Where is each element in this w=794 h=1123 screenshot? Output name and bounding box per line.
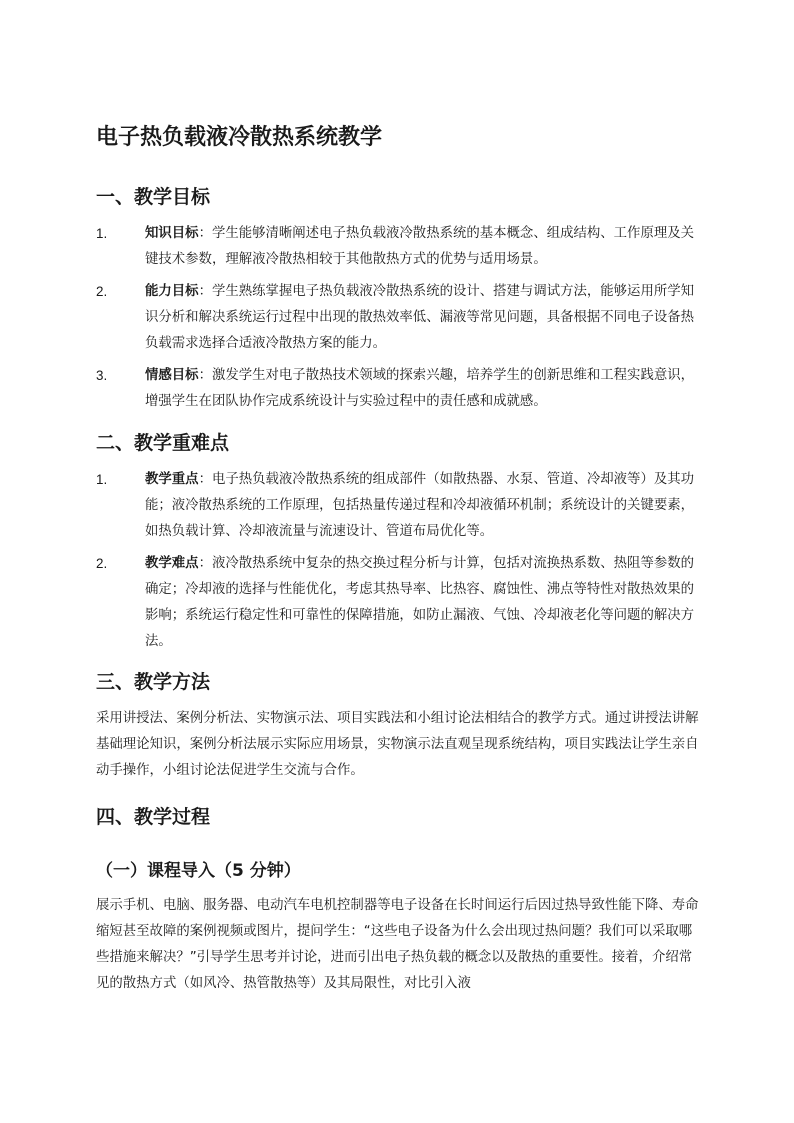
list-item-number: 1. [96, 226, 108, 241]
list-item-text: ：学生能够清晰阐述电子热负载液冷散热系统的基本概念、组成结构、工作原理及关键技术参数，理解液冷散热相较于其他散热方式的优势与适用场景。 [145, 226, 695, 267]
section-heading-process: 四、教学过程 [96, 806, 211, 828]
list-item-number: 2. [96, 284, 108, 299]
list-item-number: 2. [96, 556, 108, 571]
subsection-heading-intro: （一）课程导入（5 分钟） [96, 861, 301, 881]
section-heading-goals: 一、教学目标 [96, 186, 211, 208]
list-item-number: 3. [96, 368, 108, 383]
list-item [96, 279, 700, 357]
list-item-text: ：电子热负载液冷散热系统的组成部件（如散热器、水泵、管道、冷却液等）及其功能；液冷散热系统的工作原理，包括热量传递过程和冷却液循环机制；系统设计的关键要素，如热负载计算、冷却液流量与流速设计、管道布局优化等。 [145, 472, 695, 539]
methods-paragraph: 采用讲授法、案例分析法、实物演示法、项目实践法和小组讨论法相结合的教学方式。通过讲授法讲解基础理论知识，案例分析法展示实际应用场景，实物演示法直观呈现系统结构，项目实践法让学生亲自动手操作，小组讨论法促进学生交流与合作。 [96, 711, 699, 778]
list-item [96, 551, 700, 655]
list-item-number: 1. [96, 472, 108, 487]
list-item [96, 467, 700, 545]
keypoints-list [96, 467, 700, 661]
list-item-label: 知识目标 [145, 226, 199, 241]
list-item-text: ：激发学生对电子散热技术领域的探索兴趣，培养学生的创新思维和工程实践意识，增强学生在团队协作完成系统设计与实验过程中的责任感和成就感。 [145, 368, 695, 409]
list-item-label: 情感目标 [145, 368, 199, 383]
intro-paragraph: 展示手机、电脑、服务器、电动汽车电机控制器等电子设备在长时间运行后因过热导致性能下降、寿命缩短甚至故障的案例视频或图片，提问学生：“这些电子设备为什么会出现过热问题？我们可以采取哪些措施来解决？”引导学生思考并讨论，进而引出电子热负载的概念以及散热的重要性。接着，介绍常见的散热方式（如风冷、热管散热等）及其局限性，对比引入液 [96, 898, 699, 991]
list-item-label: 教学难点 [145, 556, 199, 571]
list-item-text: ：学生熟练掌握电子热负载液冷散热系统的设计、搭建与调试方法，能够运用所学知识分析和解决系统运行过程中出现的散热效率低、漏液等常见问题，具备根据不同电子设备热负载需求选择合适液冷散热方案的能力。 [145, 284, 695, 351]
document-title: 电子热负载液冷散热系统教学 [96, 125, 383, 150]
list-item [96, 221, 700, 273]
list-item-text: ：液冷散热系统中复杂的热交换过程分析与计算，包括对流换热系数、热阻等参数的确定；冷却液的选择与性能优化，考虑其热导率、比热容、腐蚀性、沸点等特性对散热效果的影响；系统运行稳定性和可靠性的保障措施，如防止漏液、气蚀、冷却液老化等问题的解决方法。 [145, 556, 695, 649]
section-heading-keypoints: 二、教学重难点 [96, 432, 230, 454]
list-item [96, 363, 700, 415]
list-item-label: 能力目标 [145, 284, 199, 299]
list-item-label: 教学重点 [145, 472, 199, 487]
goals-list [96, 221, 700, 421]
section-heading-methods: 三、教学方法 [96, 671, 211, 693]
